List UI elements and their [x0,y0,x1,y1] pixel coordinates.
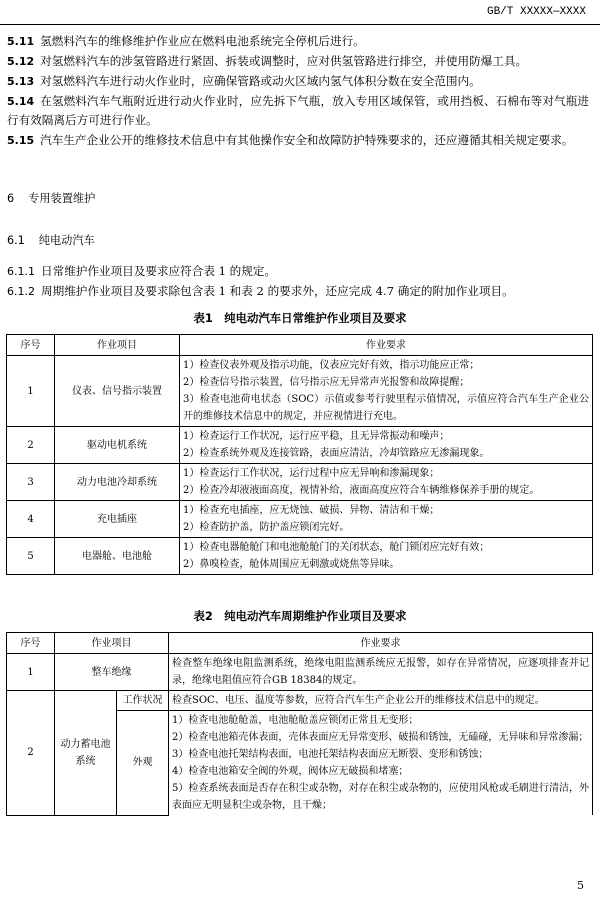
requirement-line: 2）检查信号指示装置，信号指示应无异常声光报警和故障提醒； [183,377,470,388]
row-item: 动力电池冷却系统 [55,464,180,501]
clause-5-11 [7,32,589,51]
clause-number: 6.1.1 [7,265,35,278]
clause-text: 氢燃料汽车的维修维护作业应在燃料电池系统完全停机后进行。 [40,34,365,48]
requirement-line: 1）检查电池舱舱盖，电池舱舱盖应锁闭正常且无变形； [172,715,419,726]
clause-number: 5.13 [7,75,35,88]
row-no: 3 [7,464,55,501]
document-code: GB/T XXXXX—XXXX [486,6,586,18]
header-no: 序号 [7,335,55,356]
header-requirements: 作业要求 [169,633,593,654]
row-no: 2 [7,427,55,464]
row-no: 4 [7,501,55,538]
clause-number: 5.15 [7,134,35,147]
row-item: 仪表、信号指示装置 [55,356,180,427]
table-row [7,356,593,427]
requirement-line: 2）检查电池箱壳体表面，壳体表面应无异常变形、破损和锈蚀，无磕碰，无异味和异常渗漏； [172,732,589,743]
header-no: 序号 [7,633,55,654]
table-row [7,654,593,691]
requirement-line: 4）检查电池箱安全阀的外观，阀体应无破损和堵塞； [172,766,409,777]
row-item: 充电插座 [55,501,180,538]
row-item: 电器舱、电池舱 [55,538,180,575]
row-requirements [169,654,593,691]
table-1-title: 表1 纯电动汽车日常维护作业项目及要求 [193,311,407,325]
clause-5-14 [7,92,589,129]
row-item: 整车绝缘 [55,654,169,691]
clause-text: 汽车生产企业公开的维修技术信息中有其他操作安全和故障防护特殊要求的，还应遵循其相关规定要求。 [40,133,574,147]
clause-number: 5.14 [7,95,35,108]
requirement-line: 3）检查电池托架结构表面，电池托架结构表面应无断裂、变形和锈蚀； [172,749,489,760]
header-requirements: 作业要求 [180,335,593,356]
requirement-line: 2）鼻嗅检查，舱体周围应无刺激或烧焦等异味。 [183,559,400,570]
clause-6-1-2 [7,282,589,301]
requirement-line: 2）检查系统外观及连接管路，表面应清洁，冷却管路应无渗漏现象。 [183,448,490,459]
row-requirements [180,501,593,538]
section-title: 纯电动汽车 [38,234,95,247]
clause-6-1-1 [7,262,589,281]
requirement-line: 1）检查仪表外观及指示功能，仪表应完好有效，指示功能应正常； [183,360,480,371]
clause-text: 对氢燃料汽车的涉氢管路进行紧固、拆装或调整时，应对供氢管路进行排空，并使用防爆工具。 [40,54,528,68]
requirement-line: 检查整车绝缘电阻监测系统，绝缘电阻监测系统应无报警，如存在异常情况，应逐项排查并记录，绝缘电阻值应符合GB 18384的规定。 [172,658,589,686]
table-row [7,538,593,575]
row-requirements [180,464,593,501]
clause-text: 日常维护作业项目及要求应符合表 1 的规定。 [41,264,277,278]
row-subitem: 工作状况 [117,691,169,711]
clause-5-12 [7,52,589,71]
section-number: 6.1 [7,234,25,247]
table-row [7,464,593,501]
table-row [7,691,593,711]
header-item: 作业项目 [55,335,180,356]
table-header-row [7,633,593,654]
clause-number: 5.11 [7,35,35,48]
section-6-heading [7,190,95,206]
table-row [7,501,593,538]
table-2-title: 表2 纯电动汽车周期维护作业项目及要求 [193,609,407,623]
requirement-line: 检查SOC、电压、温度等参数，应符合汽车生产企业公开的维修技术信息中的规定。 [172,695,545,706]
row-item: 动力蓄电池系统 [55,691,117,816]
clause-text: 周期维护作业项目及要求除包含表 1 和表 2 的要求外，还应完成 4.7 确定的附加作业项目。 [41,284,514,298]
clause-5-15 [7,131,589,150]
requirement-line: 1）检查运行工作状况，运行过程中应无异响和渗漏现象； [183,468,440,479]
table-row [7,427,593,464]
requirement-line: 1）检查充电插座，应无烧蚀、破损、异物、清洁和干燥； [183,505,440,516]
requirement-line: 1）检查运行工作状况，运行应平稳，且无异常振动和噪声； [183,431,450,442]
row-no: 1 [7,654,55,691]
clause-5-13 [7,72,589,91]
requirement-line: 3）检查电池荷电状态（SOC）示值或参考行驶里程示值情况，示值应符合汽车生产企业公开的维修技术信息中的规定，并应视情进行充电。 [183,394,589,422]
requirement-line: 5）检查系统表面是否存在积尘或杂物，对存在积尘或杂物的，应使用风枪或毛刷进行清洁，外表面应无明显积尘或杂物，且干燥； [172,783,589,811]
table-1 [6,334,593,575]
row-no: 1 [7,356,55,427]
requirement-line: 2）检查防护盖，防护盖应锁闭完好。 [183,522,350,533]
section-number: 6 [7,192,15,205]
row-requirements [180,356,593,427]
section-title: 专用装置维护 [28,192,96,205]
header-item: 作业项目 [55,633,169,654]
row-requirements [169,711,593,816]
clause-number: 6.1.2 [7,285,35,298]
table-2 [6,632,593,816]
requirement-line: 2）检查冷却液液面高度，视情补给，液面高度应符合车辆维修保养手册的规定。 [183,485,540,496]
clause-text: 对氢燃料汽车进行动火作业时，应确保管路或动火区域内氢气体积分数在安全范围内。 [40,74,481,88]
row-requirements [180,538,593,575]
row-no: 2 [7,691,55,816]
row-requirements [169,691,593,711]
page-number: 5 [577,879,584,892]
header-rule [0,24,600,25]
section-6-1-heading [7,232,95,248]
requirement-line: 1）检查电器舱舱门和电池舱舱门的关闭状态，舱门锁闭应完好有效； [183,542,490,553]
row-requirements [180,427,593,464]
row-no: 5 [7,538,55,575]
clause-number: 5.12 [7,55,35,68]
row-subitem: 外观 [117,711,169,816]
table-header-row [7,335,593,356]
row-item: 驱动电机系统 [55,427,180,464]
clause-text: 在氢燃料汽车气瓶附近进行动火作业时，应先拆下气瓶，放入专用区域保管，或用挡板、石棉布等对气瓶进行有效隔离后方可进行作业。 [7,94,589,127]
